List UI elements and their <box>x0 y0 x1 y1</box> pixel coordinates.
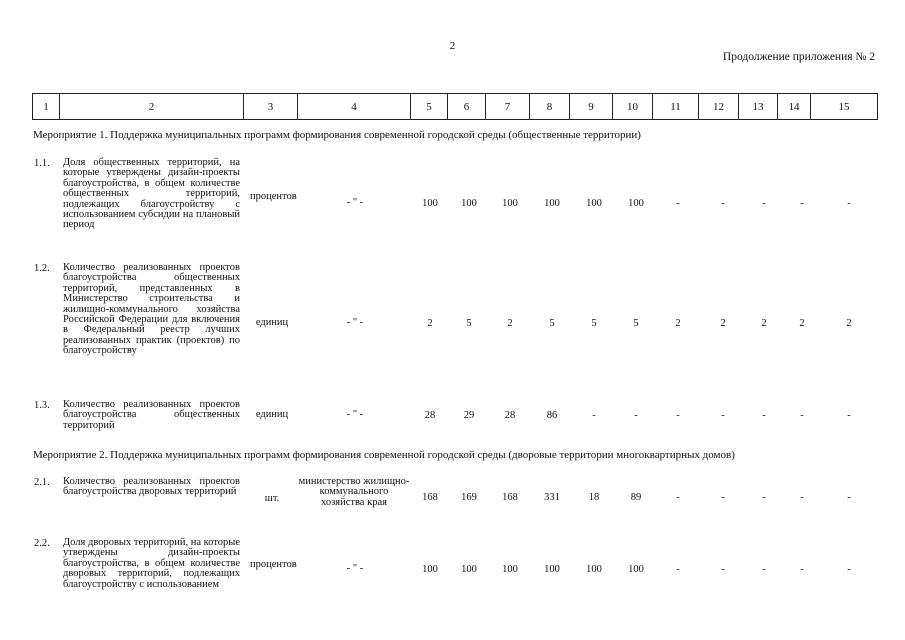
indicator-name: Количество реализованных проектов благоустройства общественных территорий <box>63 399 240 431</box>
value-cell: 2 <box>675 318 681 329</box>
value-cell: - <box>847 492 851 503</box>
page-number: 2 <box>449 40 456 52</box>
header-col-7: 7 <box>486 94 530 120</box>
value-cell: 5 <box>549 318 555 329</box>
value-cell: 100 <box>422 198 438 209</box>
header-col-3: 3 <box>244 94 298 120</box>
indicator-name: Доля дворовых территорий, на которые утверждены дизайн-проекты благоустройства, в общем количестве дворовых территорий, подлежащих благоустройству с использованием <box>63 537 240 590</box>
value-cell: 2 <box>799 318 805 329</box>
header-col-1: 1 <box>33 94 60 120</box>
value-cell: 18 <box>588 492 600 503</box>
value-cell: 89 <box>630 492 642 503</box>
value-cell: - <box>800 492 804 503</box>
unit-cell: процентов <box>250 559 297 570</box>
value-cell: - <box>800 410 804 421</box>
header-col-8: 8 <box>530 94 570 120</box>
indicator-name: Количество реализованных проектов благоустройства общественных территорий, представленных в Министерство строительства и жилищно-коммунального хозяйства Российской Федерации для включения в Федеральный реестр лучших реализованных практик (проектов) по благоустройству <box>63 262 240 357</box>
value-cell: - <box>634 410 638 421</box>
unit-cell: единиц <box>255 409 289 420</box>
value-cell: 100 <box>628 564 644 575</box>
header-col-2: 2 <box>60 94 244 120</box>
value-cell: - <box>721 564 725 575</box>
value-cell: - <box>721 198 725 209</box>
header-col-13: 13 <box>739 94 778 120</box>
value-cell: 168 <box>422 492 438 503</box>
value-cell: - <box>721 492 725 503</box>
continuation-label: Продолжение приложения № 2 <box>722 51 875 63</box>
value-cell: 2 <box>761 318 767 329</box>
value-cell: - <box>721 410 725 421</box>
value-cell: 28 <box>424 410 436 421</box>
value-cell: 29 <box>463 410 475 421</box>
value-cell: - <box>592 410 596 421</box>
responsible-cell: - " - <box>346 409 364 420</box>
value-cell: 100 <box>502 198 518 209</box>
header-col-6: 6 <box>448 94 486 120</box>
header-col-14: 14 <box>778 94 811 120</box>
value-cell: 100 <box>461 198 477 209</box>
value-cell: 2 <box>846 318 852 329</box>
header-col-12: 12 <box>699 94 739 120</box>
value-cell: 2 <box>427 318 433 329</box>
row-number: 1.1. <box>34 158 50 169</box>
unit-cell: шт. <box>264 493 280 504</box>
value-cell: 100 <box>586 198 602 209</box>
column-number-header <box>32 93 878 120</box>
value-cell: 5 <box>466 318 472 329</box>
responsible-cell: - " - <box>346 317 364 328</box>
row-number: 2.1. <box>34 477 50 488</box>
value-cell: - <box>847 410 851 421</box>
value-cell: - <box>762 410 766 421</box>
value-cell: 28 <box>504 410 516 421</box>
unit-cell: единиц <box>255 317 289 328</box>
header-col-5: 5 <box>411 94 448 120</box>
indicator-name: Доля общественных территорий, на которые утверждены дизайн-проекты благоустройства, в общем количестве общественных территорий, подлежащих благоустройству с использованием субсидии на плановый период <box>63 157 240 231</box>
value-cell: - <box>676 198 680 209</box>
value-cell: 100 <box>544 198 560 209</box>
value-cell: - <box>847 198 851 209</box>
value-cell: 169 <box>461 492 477 503</box>
value-cell: - <box>762 198 766 209</box>
value-cell: - <box>847 564 851 575</box>
value-cell: - <box>762 492 766 503</box>
value-cell: - <box>676 492 680 503</box>
value-cell: - <box>800 198 804 209</box>
row-number: 1.3. <box>34 400 50 411</box>
header-col-10: 10 <box>613 94 653 120</box>
header-col-9: 9 <box>570 94 613 120</box>
header-col-15: 15 <box>811 94 878 120</box>
responsible-cell: - " - <box>346 563 364 574</box>
row-number: 1.2. <box>34 263 50 274</box>
value-cell: 5 <box>591 318 597 329</box>
indicator-name: Количество реализованных проектов благоустройства дворовых территорий <box>63 476 240 498</box>
value-cell: 100 <box>502 564 518 575</box>
value-cell: 168 <box>502 492 518 503</box>
value-cell: - <box>676 410 680 421</box>
value-cell: 86 <box>546 410 558 421</box>
unit-cell: процентов <box>250 191 297 202</box>
value-cell: 100 <box>461 564 477 575</box>
header-col-4: 4 <box>298 94 411 120</box>
value-cell: - <box>800 564 804 575</box>
header-col-11: 11 <box>653 94 699 120</box>
value-cell: 100 <box>586 564 602 575</box>
value-cell: 331 <box>544 492 560 503</box>
section-title-2: Мероприятие 2. Поддержка муниципальных программ формирования современной городской среды (дворовые территории многоквартирных домов) <box>33 449 735 461</box>
value-cell: - <box>676 564 680 575</box>
value-cell: 100 <box>544 564 560 575</box>
value-cell: - <box>762 564 766 575</box>
value-cell: 5 <box>633 318 639 329</box>
value-cell: 2 <box>507 318 513 329</box>
value-cell: 100 <box>628 198 644 209</box>
responsible-cell: - " - <box>346 197 364 208</box>
value-cell: 2 <box>720 318 726 329</box>
section-title-1: Мероприятие 1. Поддержка муниципальных программ формирования современной городской среды (общественные территории) <box>33 129 641 141</box>
responsible-cell: министерство жилищно-коммунального хозяйства края <box>298 476 410 508</box>
row-number: 2.2. <box>34 538 50 549</box>
value-cell: 100 <box>422 564 438 575</box>
